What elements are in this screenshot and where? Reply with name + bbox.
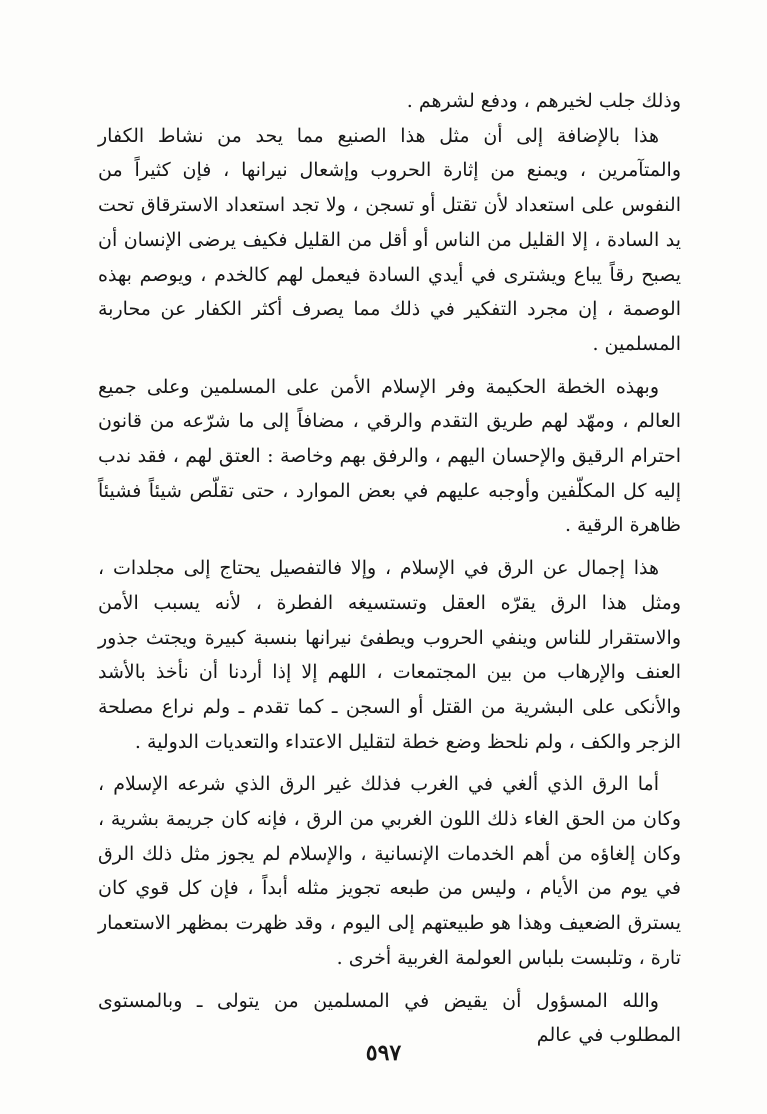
paragraph-hostile-deterrence: هذا بالإضافة إلى أن مثل هذا الصنيع مما يحد من نشاط الكفار والمتآمرين ، ويمنع من إثارة الحروب وإشعال نيرانها ، فإن كثيراً من النفوس على استعداد لأن تقتل أو تسجن ، ولا تجد استعداد الاسترقاق تحت يد السادة ، إلا القليل من الناس أو أقل من القليل فكيف يرضى الإنسان أن يصبح رقاً يباع ويشترى في أيدي السادة فيعمل لهم كالخدم ، ويوصم بهذه الوصمة ، إن مجرد التفكير في ذلك مما يصرف أكثر الكفار عن محاربة المسلمين . [98, 124, 681, 355]
paragraph-western-slavery: أما الرق الذي ألغي في الغرب فذلك غير الرق الذي شرعه الإسلام ، وكان من الحق الغاء ذلك اللون الغربي من الرق ، فإنه كان جريمة بشرية ، وكان إلغاؤه من أهم الخدمات الإنسانية ، والإسلام لم يجوز مثل ذلك الرق في يوم من الأيام ، وليس من طبعه تجويز مثله أبداً ، فإن كل قوي كان يسترق الضعيف وهذا هو طبيعتهم إلى اليوم ، وقد ظهرت بمظهر الاستعمار تارة ، وتلبست بلباس العولمة الغربية أخرى . [98, 773, 681, 969]
page-number: ٥٩٧ [365, 1040, 402, 1066]
paragraph-continuation: وذلك جلب لخيرهم ، ودفع لشرهم . [406, 90, 681, 112]
paragraph-summary-slavery: هذا إجمال عن الرق في الإسلام ، وإلا فالتفصيل يحتاج إلى مجلدات ، ومثل هذا الرق يقرّه العقل وتستسيغه الفطرة ، لأنه يسبب الأمن والاستقرار للناس وينفي الحروب ويطفئ نيرانها بنسبة كبيرة ويجتث جذور العنف والإرهاب من بين المجتمعات ، اللهم إلا إذا أردنا أن نأخذ بالأشد والأنكى على البشرية من القتل أو السجن ـ كما تقدم ـ ولم نراع مصلحة الزجر والكف ، ولم نلحظ وضع خطة لتقليل الاعتداء والتعديات الدولية . [98, 557, 681, 753]
paragraph-wise-plan: وبهذه الخطة الحكيمة وفر الإسلام الأمن على المسلمين وعلى جميع العالم ، ومهّد لهم طريق التقدم والرقي ، مضافاً إلى ما شرّعه من قانون احترام الرقيق والإحسان اليهم ، والرفق بهم وخاصة : العتق لهم ، فقد ندب إليه كل المكلّفين وأوجبه عليهم في بعض الموارد ، حتى تقلّص شيئاً فشيئاً ظاهرة الرقية . [98, 375, 681, 537]
body-text [98, 84, 681, 1053]
paragraph-closing: والله المسؤول أن يقيض في المسلمين من يتولى ـ وبالمستوى المطلوب في عالم [98, 989, 681, 1047]
